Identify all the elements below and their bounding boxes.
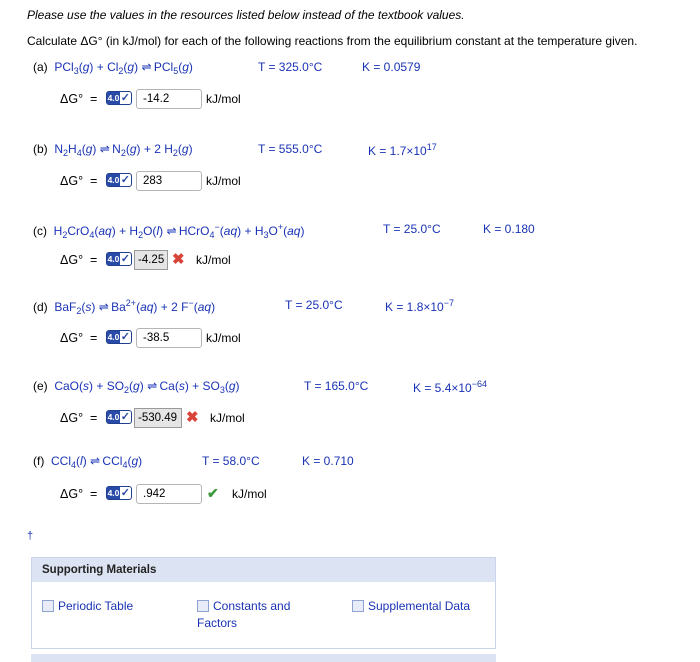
constants-factors-link[interactable]: Constants and <box>197 599 290 613</box>
document-icon <box>42 600 54 612</box>
delta-g-label: ΔG° = <box>60 487 98 501</box>
incorrect-icon: ✖ <box>172 251 185 268</box>
temperature-b: T = 555.0°C <box>258 142 323 156</box>
constants-factors-link-line2[interactable]: Factors <box>197 616 238 630</box>
dagger-link[interactable]: † <box>27 530 34 542</box>
reaction-d: (d) BaF$_2$(s) ⇌ $Ba^{2+}(aq) + 2$ F−(aq) <box>33 298 216 316</box>
units-label: kJ/mol <box>196 253 231 267</box>
temperature-d: T = 25.0°C <box>285 298 343 312</box>
periodic-table-link[interactable]: Periodic Table <box>42 599 133 613</box>
units-label: kJ/mol <box>206 331 241 345</box>
temperature-c: T = 25.0°C <box>383 222 441 236</box>
temperature-f: T = 58.0°C <box>202 454 260 468</box>
next-panel-edge <box>31 654 496 662</box>
answer-input-d[interactable]: -38.5 <box>136 328 202 348</box>
version-badge[interactable]: 4.0 ✓ <box>107 331 130 343</box>
instruction-text: Calculate ΔG° (in kJ/mol) for each of the following reactions from the equilibrium constant at the temperature given. <box>27 34 638 48</box>
answer-input-a[interactable]: -14.2 <box>136 89 202 109</box>
delta-g-label: ΔG° = <box>60 331 98 345</box>
version-badge[interactable]: 4.0 ✓ <box>107 174 130 186</box>
temperature-a: T = 325.0°C <box>258 60 323 74</box>
intro-text: Please use the values in the resources listed below instead of the textbook values. <box>27 8 465 22</box>
supporting-materials-panel <box>31 557 496 649</box>
answer-input-f[interactable]: .942 <box>136 484 202 504</box>
k-value-d: $K = 1.8\times 10^{-7}$ <box>385 298 454 314</box>
reaction-e: (e) $CaO(s) + SO_2(g)$ ⇌ $Ca(s) + SO_3(g)$ <box>33 379 240 395</box>
reaction-b: (b) $N_2H_4(g)$ ⇌ $N_2(g) + 2$ $H_2(g)$ <box>33 142 193 158</box>
reaction-a: (a) $PCl_3(g) + Cl_2(g)$ ⇌ PCl$_5$(g) <box>33 60 193 76</box>
answer-input-c[interactable]: -4.25 <box>134 250 168 270</box>
version-badge[interactable]: 4.0 ✓ <box>107 92 130 104</box>
version-badge[interactable]: 4.0 ✓ <box>107 253 130 265</box>
temperature-e: T = 165.0°C <box>304 379 369 393</box>
k-value-e: $K = 5.4\times 10^{-64}$ <box>413 379 487 395</box>
correct-check-icon: ✔ <box>207 485 219 501</box>
document-icon <box>197 600 209 612</box>
reaction-f: (f) CCl$_4$(l) ⇌ CCl$_4$(g) <box>33 454 143 470</box>
k-value-b: $K = 1.7\times 10^{17}$ <box>368 142 437 158</box>
supplemental-data-link[interactable]: Supplemental Data <box>352 599 470 613</box>
version-badge[interactable]: 4.0 ✓ <box>107 487 130 499</box>
incorrect-icon: ✖ <box>186 409 199 426</box>
delta-g-label: ΔG° = <box>60 174 98 188</box>
delta-g-label: ΔG° = <box>60 253 98 267</box>
version-badge[interactable]: 4.0 ✓ <box>107 411 130 423</box>
units-label: kJ/mol <box>210 411 245 425</box>
units-label: kJ/mol <box>206 92 241 106</box>
reaction-c: (c) $H_2CrO_4(aq) + H_2O(l)$ ⇌ HCrO$_4$−(aq) + $H_3O^+(aq)$ <box>33 222 305 240</box>
answer-input-b[interactable]: 283 <box>136 171 202 191</box>
k-value-c: K = 0.180 <box>483 222 535 236</box>
delta-g-label: ΔG° = <box>60 92 98 106</box>
delta-g-label: ΔG° = <box>60 411 98 425</box>
units-label: kJ/mol <box>232 487 267 501</box>
document-icon <box>352 600 364 612</box>
k-value-a: K = 0.0579 <box>362 60 421 74</box>
answer-input-e[interactable]: -530.49 <box>134 408 182 428</box>
units-label: kJ/mol <box>206 174 241 188</box>
k-value-f: K = 0.710 <box>302 454 354 468</box>
supporting-materials-title: Supporting Materials <box>32 558 495 582</box>
